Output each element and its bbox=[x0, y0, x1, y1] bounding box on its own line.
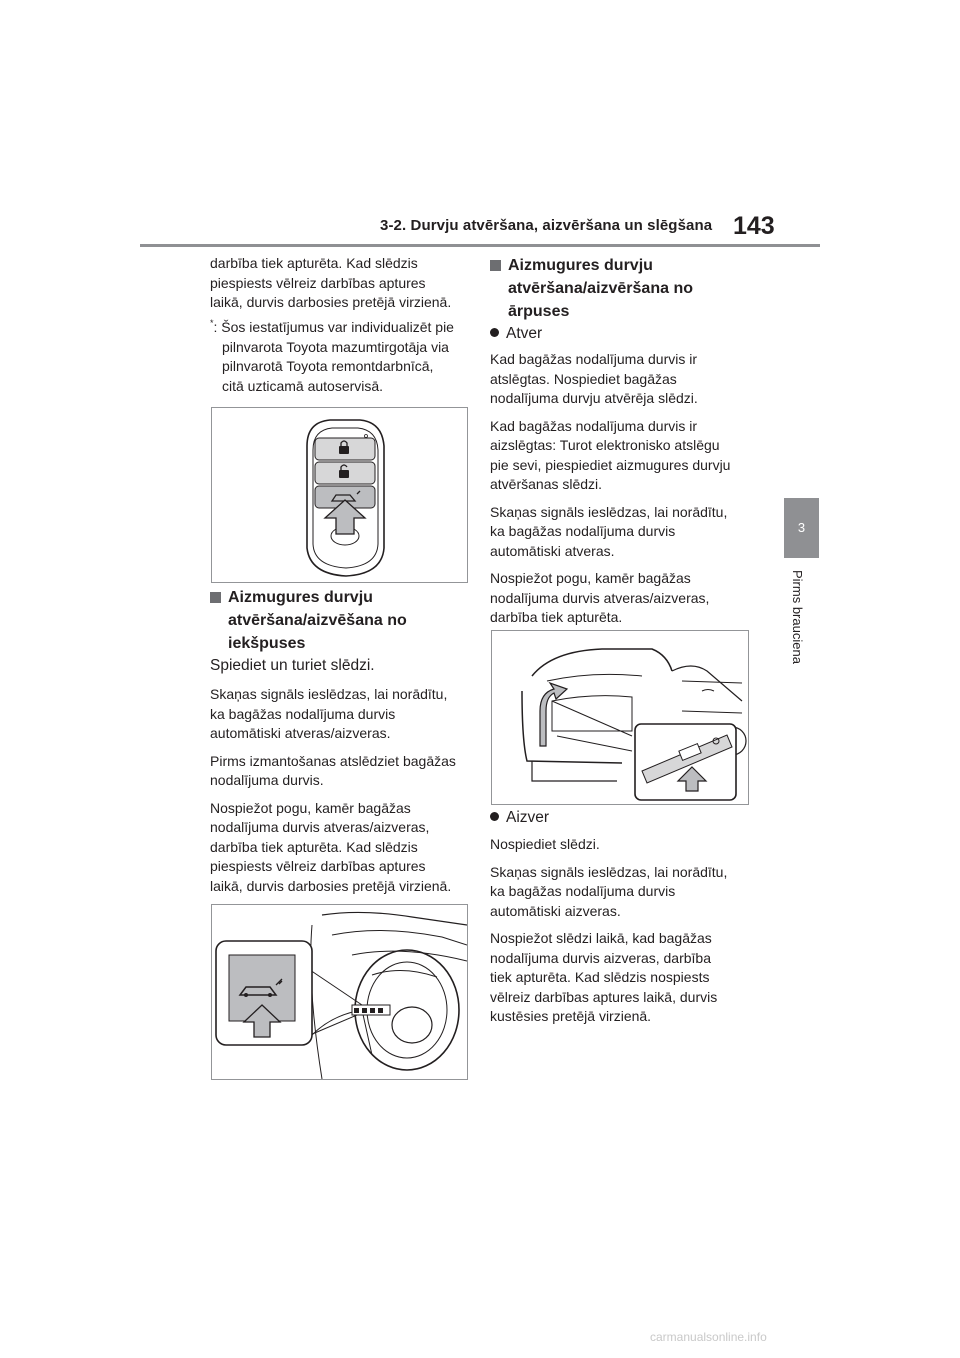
text-line: nodalījuma durvis aizveras, darbība bbox=[490, 949, 712, 966]
key-fob-figure bbox=[211, 407, 468, 583]
open-label bbox=[490, 324, 542, 344]
header-rule bbox=[140, 244, 820, 247]
text-line: Skaņas signāls ieslēdzas, lai norādītu, bbox=[490, 503, 728, 520]
text-line: piespiests vēlreiz darbības aptures bbox=[210, 858, 426, 874]
text-line: Kad bagāžas nodalījuma durvis ir bbox=[490, 351, 698, 367]
text-line: citā uzticamā autoservisā. bbox=[222, 377, 384, 394]
paragraph bbox=[490, 835, 752, 855]
text-line: pie sevi, piespiediet aizmugures durvju bbox=[490, 456, 731, 473]
text-line: atvēršanas slēdzi. bbox=[490, 476, 603, 492]
chapter-tab: 3 bbox=[784, 498, 819, 558]
text-line: Skaņas signāls ieslēdzas, lai norādītu, bbox=[490, 863, 728, 880]
section-square-icon bbox=[490, 260, 501, 271]
rear-door-figure bbox=[491, 630, 749, 805]
text-line: ka bagāžas nodalījuma durvis bbox=[490, 523, 676, 539]
key-fob-illustration bbox=[212, 408, 467, 582]
inside-section-body bbox=[210, 656, 472, 896]
open-section-body bbox=[490, 350, 752, 628]
text-line: vēlreiz darbības aptures laikā, durvis bbox=[490, 988, 718, 1005]
text-line: laikā, durvis darbosies pretējā virzienā. bbox=[210, 877, 452, 894]
text-line: nodalījuma durvis atveras/aizveras, bbox=[490, 589, 710, 606]
bullet-icon bbox=[490, 812, 499, 821]
page-number: 143 bbox=[733, 212, 775, 240]
text-line: Nospiežot slēdzi laikā, kad bagāžas bbox=[490, 930, 712, 946]
text-line: atslēgtas. Nospiediet bagāžas bbox=[490, 370, 677, 387]
footnote bbox=[210, 314, 472, 396]
text-line: aizslēgtas: Turot elektronisko atslēgu bbox=[490, 437, 720, 453]
text-line: nodalījuma durvju atvērēja slēdzi. bbox=[490, 390, 698, 406]
text-line: ka bagāžas nodalījuma durvis bbox=[490, 883, 676, 899]
heading-line: ārpuses bbox=[508, 303, 570, 320]
paragraph bbox=[490, 863, 752, 922]
text-line: Kad bagāžas nodalījuma durvis ir bbox=[490, 417, 698, 434]
paragraph bbox=[490, 929, 752, 1027]
text-line: ka bagāžas nodalījuma durvis bbox=[210, 705, 396, 722]
close-label bbox=[490, 808, 549, 828]
footnote-mark: * bbox=[210, 318, 214, 328]
heading-line: Aizmugures durvju bbox=[508, 257, 653, 274]
bullet-icon bbox=[490, 328, 499, 337]
text-line: pilnvarotā Toyota remontdarbnīcā, bbox=[222, 358, 434, 374]
text-line: Nospiežot pogu, kamēr bagāžas bbox=[210, 799, 411, 816]
text-line: Nospiežot pogu, kamēr bagāžas bbox=[490, 570, 691, 586]
bullet-text: Aizver bbox=[506, 809, 550, 826]
bullet-text: Atver bbox=[506, 325, 543, 342]
section-square-icon bbox=[210, 592, 221, 603]
paragraph bbox=[490, 569, 752, 628]
text-line: darbība tiek apturēta. Kad slēdzis bbox=[210, 255, 418, 271]
text-line: automātiski aizveras. bbox=[490, 902, 621, 919]
footer-watermark: carmanualsonline.info bbox=[650, 1330, 767, 1344]
text-line: pilnvarota Toyota mazumtirgotāja via bbox=[222, 338, 449, 355]
dashboard-switch-illustration bbox=[212, 905, 467, 1079]
heading-line: atvēršana/aizvēršana no bbox=[508, 280, 693, 297]
text-line bbox=[210, 314, 472, 338]
paragraph bbox=[210, 799, 472, 897]
text-line: automātiski atveras/aizveras. bbox=[210, 725, 391, 741]
text-line: piespiests vēlreiz darbības aptures bbox=[210, 274, 426, 291]
text-line: darbība tiek apturēta. Kad slēdzis bbox=[210, 838, 418, 855]
paragraph bbox=[490, 350, 752, 409]
text-line: kustēsies pretējā virzienā. bbox=[490, 1008, 652, 1024]
text-line: Nospiediet slēdzi. bbox=[490, 836, 600, 852]
text-line: nodalījuma durvis atveras/aizveras, bbox=[210, 819, 430, 835]
chapter-label bbox=[786, 570, 816, 690]
lead-text: Spiediet un turiet slēdzi. bbox=[210, 657, 375, 674]
section-heading-outside bbox=[490, 254, 752, 323]
close-section-body bbox=[490, 835, 752, 1027]
heading-line: iekšpuses bbox=[228, 635, 306, 652]
text-line: Skaņas signāls ieslēdzas, lai norādītu, bbox=[210, 686, 448, 702]
paragraph bbox=[490, 503, 752, 562]
header-title: 3-2. Durvju atvēršana, aizvēršana un slēgšana bbox=[380, 217, 713, 234]
dashboard-figure bbox=[211, 904, 468, 1080]
text-line: laikā, durvis darbosies pretējā virzienā. bbox=[210, 294, 452, 310]
paragraph bbox=[490, 417, 752, 495]
text-line: tiek apturēta. Kad slēdzis nospiests bbox=[490, 969, 710, 985]
intro-paragraph bbox=[210, 254, 472, 313]
text-line: darbība tiek apturēta. bbox=[490, 609, 623, 625]
footnote-line: : Šos iestatījumus var individualizēt pie bbox=[213, 319, 454, 335]
rear-door-switch-illustration bbox=[492, 631, 748, 804]
heading-line: atvēršana/aizvēšana no bbox=[228, 612, 407, 629]
paragraph bbox=[210, 685, 472, 744]
paragraph bbox=[210, 752, 472, 791]
text-line: nodalījuma durvis. bbox=[210, 772, 324, 788]
section-heading-inside bbox=[210, 586, 472, 655]
text-line: automātiski atveras. bbox=[490, 542, 615, 559]
heading-line: Aizmugures durvju bbox=[228, 589, 373, 606]
text-line: Pirms izmantošanas atslēdziet bagāžas bbox=[210, 752, 456, 769]
chapter-label-text: Pirms brauciena bbox=[790, 570, 805, 664]
